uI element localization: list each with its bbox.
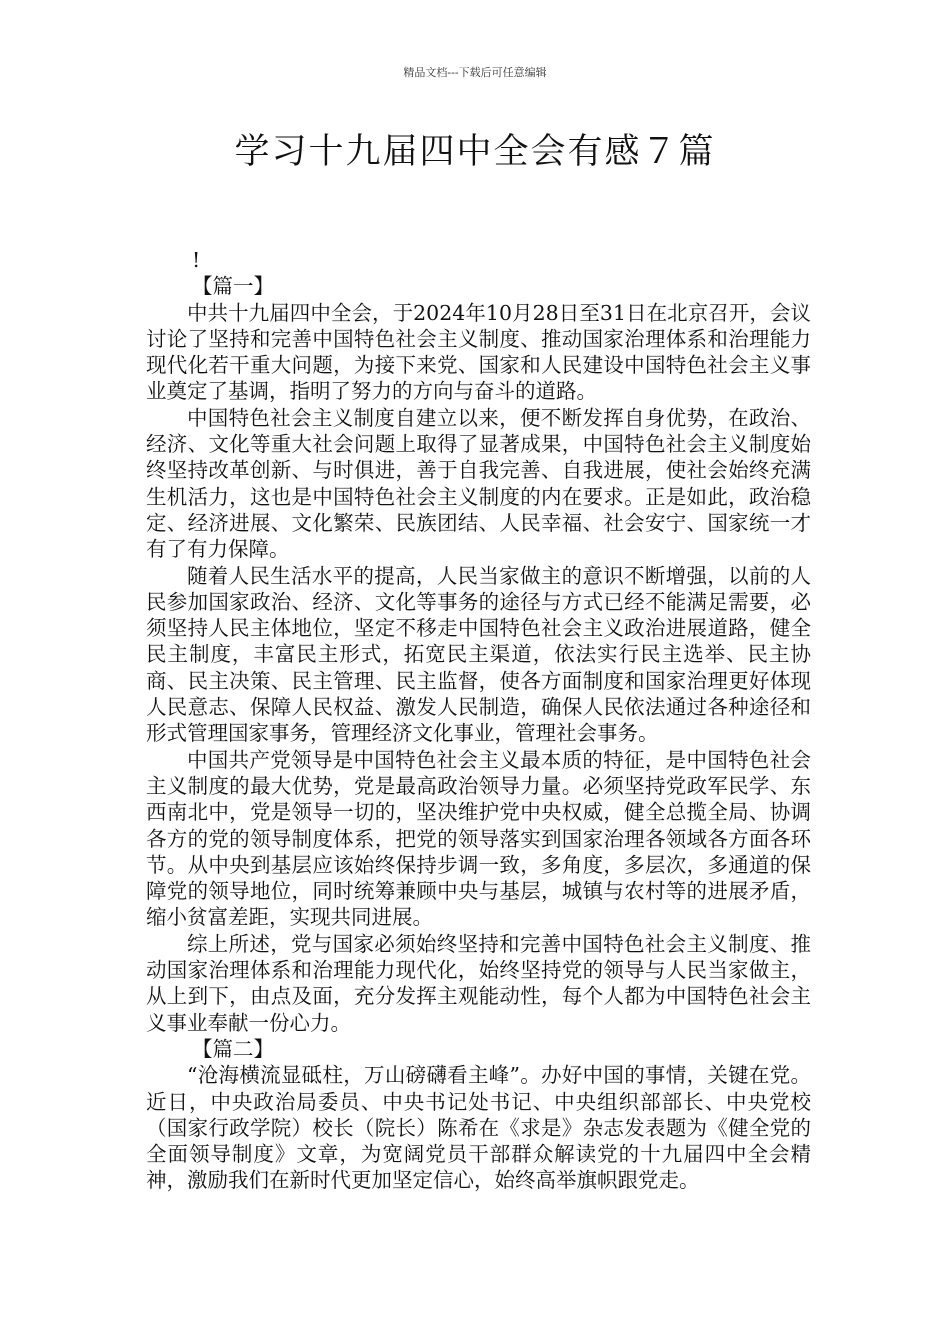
paragraph: 综上所述，党与国家必须始终坚持和完善中国特色社会主义制度、推动国家治理体系和治理能力现代化，始终坚持党的领导与人民当家做主，从上到下，由点及面，充分发挥主观能动性，每个人都为中国特色社会主义事业奉献一份心力。 <box>146 931 811 1035</box>
section-heading: 【篇二】 <box>192 1036 274 1061</box>
paragraph: 中国特色社会主义制度自建立以来，便不断发挥自身优势，在政治、经济、文化等重大社会问题上取得了显著成果，中国特色社会主义制度始终坚持改革创新、与时俱进，善于自我完善、自我进展，使社会始终充满生机活力，这也是中国特色社会主义制度的内在要求。正是如此，政治稳定、经济进展、文化繁荣、民族团结、人民幸福、社会安宁、国家统一才有了有力保障。 <box>146 405 811 562</box>
paragraph: 中国共产党领导是中国特色社会主义最本质的特征，是中国特色社会主义制度的最大优势，党是最高政治领导力量。必须坚持党政军民学、东西南北中，党是领导一切的，坚决维护党中央权威，健全总揽全局、协调各方的党的领导制度体系，把党的领导落实到国家治理各领域各方面各环节。从中央到基层应该始终保持步调一致，多角度，多层次，多通道的保障党的领导地位，同时统筹兼顾中央与基层，城镇与农村等的进展矛盾，缩小贫富差距，实现共同进展。 <box>146 747 811 930</box>
document-body <box>146 247 811 1194</box>
paragraph: “沧海横流显砥柱，万山磅礴看主峰”。办好中国的事情，关键在党。近日，中央政治局委员、中央书记处书记、中央组织部部长、中央党校（国家行政学院）校长（院长）陈希在《求是》杂志发表题为《健全党的全面领导制度》文章，为宽阔党员干部群众解读党的十九届四中全会精神，激励我们在新时代更加坚定信心，始终高举旗帜跟党走。 <box>146 1063 811 1193</box>
paragraph: 随着人民生活水平的提高，人民当家做主的意识不断增强，以前的人民参加国家政治、经济、文化等事务的途径与方式已经不能满足需要，必须坚持人民主体地位，坚定不移走中国特色社会主义政治进展道路，健全民主制度，丰富民主形式，拓宽民主渠道，依法实行民主选举、民主协商、民主决策、民主管理、民主监督，使各方面制度和国家治理更好体现人民意志、保障人民权益、激发人民制造，确保人民依法通过各种途径和形式管理国家事务，管理经济文化事业，管理社会事务。 <box>146 563 811 746</box>
exclamation-mark: ! <box>192 248 201 272</box>
section-heading: 【篇一】 <box>192 274 274 299</box>
document-title: 学习十九届四中全会有感７篇 <box>234 132 716 172</box>
header-note: 精品文档---下载后可任意编辑 <box>403 66 547 79</box>
paragraph: 中共十九届四中全会，于2024年10月28日至31日在北京召开，会议讨论了坚持和完善中国特色社会主义制度、推动国家治理体系和治理能力现代化若干重大问题，为接下来党、国家和人民建设中国特色社会主义事业奠定了基调，指明了努力的方向与奋斗的道路。 <box>146 300 811 404</box>
